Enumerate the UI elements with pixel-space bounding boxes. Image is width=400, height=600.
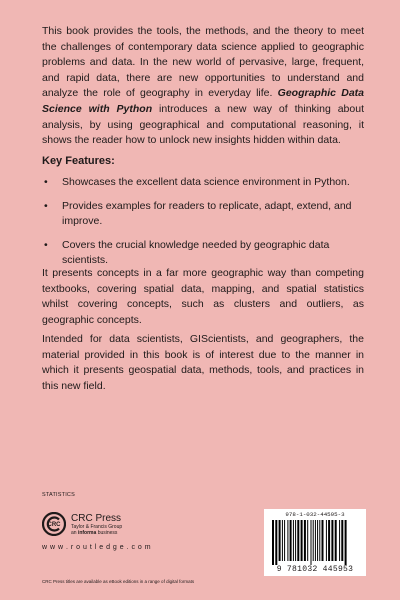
barcode-bar — [297, 520, 299, 561]
publisher-block — [42, 512, 182, 562]
barcode-bar — [335, 520, 337, 561]
barcode-bar — [328, 520, 330, 561]
publisher-website: w w w . r o u t l e d g e . c o m — [42, 544, 152, 551]
feature-text: Covers the crucial knowledge needed by geographic data scientists. — [62, 238, 330, 267]
barcode-bars — [271, 520, 359, 565]
bullet-icon: • — [44, 238, 48, 251]
isbn-digits: 9 781032 445953 — [276, 565, 354, 574]
crc-logo-text: CRC — [47, 522, 61, 528]
barcode-bar — [315, 520, 316, 561]
barcode-bar — [304, 520, 306, 561]
intro-section — [42, 24, 364, 156]
bullet-icon: • — [44, 199, 48, 212]
barcode-bar — [293, 520, 294, 561]
barcode-bar — [326, 520, 327, 561]
intro-paragraph — [42, 24, 364, 149]
description-paragraph-2: It presents concepts in a far more geographic way than competing textbooks, covering spatial data, mapping, and spatial statistics whilst covering concepts, such as clusters and outliers, as geographic concepts. — [42, 267, 364, 326]
intro-text-part2: introduces a new way of thinking about analysis, by using geographical and computational reasoning, it shows the reader how to unlock new insights hidden within data. — [42, 102, 364, 147]
business-prefix: an — [71, 530, 77, 536]
barcode-bar — [301, 520, 303, 561]
barcode-bar — [339, 520, 340, 561]
barcode-bar — [313, 520, 314, 561]
ebook-footnote: CRC Press titles are available as eBook editions in a range of digital formats — [42, 579, 195, 584]
publisher-business — [71, 530, 117, 536]
barcode-bar — [284, 520, 285, 561]
barcode-bar — [319, 520, 320, 561]
barcode-bar — [307, 520, 308, 561]
barcode-bar — [279, 520, 281, 561]
barcode-bar — [331, 520, 333, 561]
feature-text: Showcases the excellent data science environment in Python. — [62, 176, 350, 188]
key-features-list — [42, 175, 364, 277]
category-label: STATISTICS — [42, 492, 75, 498]
barcode-bar — [287, 520, 288, 561]
business-suffix: business — [97, 530, 118, 536]
barcode-bar — [295, 520, 296, 561]
feature-item — [42, 238, 364, 269]
barcode-bar — [345, 520, 347, 565]
book-title-inline: Geographic Data Science with Python — [42, 87, 364, 115]
barcode-bar — [290, 520, 292, 561]
feature-text: Provides examples for readers to replicate, adapt, extend, and improve. — [62, 199, 352, 228]
barcode-bar — [282, 520, 283, 561]
barcode-bar — [311, 520, 312, 565]
publisher-name: CRC Press — [71, 513, 122, 524]
barcode-bar — [322, 520, 324, 561]
key-features-heading: Key Features: — [42, 155, 115, 167]
feature-item — [42, 199, 364, 230]
isbn-label: 978-1-032-44595-3 — [285, 511, 345, 518]
barcode-bar — [275, 520, 277, 565]
bullet-icon: • — [44, 176, 48, 188]
crc-press-logo-icon — [42, 512, 66, 536]
feature-item — [42, 175, 364, 191]
description-paragraph-3: Intended for data scientists, GIScientists, and geographers, the material provided in this book is of interest due to the manner in which it presents geospatial data, methods, tools, and practices in this new field. — [42, 333, 364, 392]
barcode-bar — [317, 520, 318, 561]
barcode-bar — [341, 520, 343, 561]
publisher-group: Taylor & Francis Group — [71, 524, 123, 530]
intro-text-part1: This book provides the tools, the methods, and the theory to meet the challenges of contemporary data science applied to geographic problems and data. In the new world of pervasive, large, frequent, and rapid data, there are new opportunities to understand and analyze the role of geography in everyday life. — [42, 25, 364, 100]
business-brand: informa — [77, 530, 97, 536]
barcode-bar — [272, 520, 274, 565]
isbn-barcode — [264, 509, 366, 576]
